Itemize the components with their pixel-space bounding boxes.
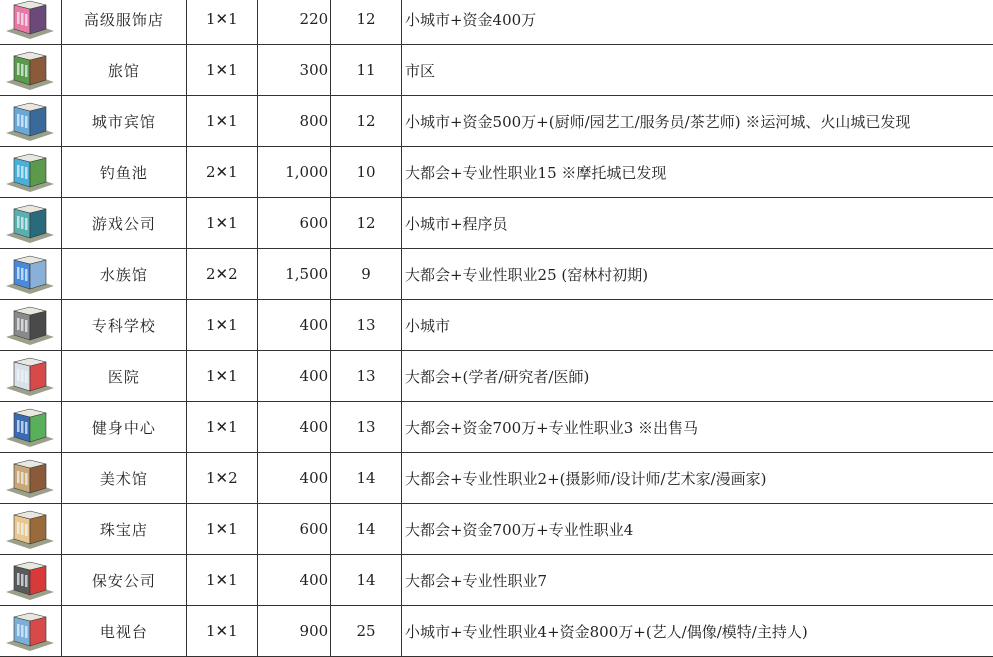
table-row [0, 0, 993, 45]
building-value: 13 [331, 300, 402, 351]
tv-station-icon [2, 609, 58, 653]
building-price: 400 [257, 453, 330, 504]
table-row [0, 198, 993, 249]
building-price: 400 [257, 351, 330, 402]
building-value: 25 [331, 606, 402, 657]
building-value: 14 [331, 555, 402, 606]
jewelry-store-icon [2, 507, 58, 551]
aquarium-icon [2, 252, 58, 296]
building-size: 1✕1 [186, 45, 257, 96]
vocational-school-icon [2, 303, 58, 347]
building-size: 1✕1 [186, 555, 257, 606]
building-name: 专科学校 [61, 300, 186, 351]
building-name: 旅馆 [61, 45, 186, 96]
hospital-icon [2, 354, 58, 398]
building-condition: 小城市+程序员 [401, 198, 993, 249]
building-condition: 大都会+资金700万+专业性职业4 [401, 504, 993, 555]
building-size: 1✕1 [186, 0, 257, 45]
building-size: 1✕1 [186, 402, 257, 453]
building-image-cell [0, 402, 61, 453]
building-price: 400 [257, 555, 330, 606]
building-size: 1✕1 [186, 351, 257, 402]
security-company-icon [2, 558, 58, 602]
table-row [0, 402, 993, 453]
building-size: 2✕2 [186, 249, 257, 300]
building-image-cell [0, 249, 61, 300]
building-condition: 大都会+(学者/研究者/医師) [401, 351, 993, 402]
building-price: 600 [257, 504, 330, 555]
building-price: 400 [257, 300, 330, 351]
fishing-pond-icon [2, 150, 58, 194]
building-value: 12 [331, 0, 402, 45]
building-price: 220 [257, 0, 330, 45]
building-price: 600 [257, 198, 330, 249]
building-value: 13 [331, 351, 402, 402]
table-row [0, 45, 993, 96]
fitness-center-icon [2, 405, 58, 449]
table-row [0, 147, 993, 198]
building-image-cell [0, 96, 61, 147]
building-condition: 小城市+专业性职业4+资金800万+(艺人/偶像/模特/主持人) [401, 606, 993, 657]
building-image-cell [0, 147, 61, 198]
building-name: 珠宝店 [61, 504, 186, 555]
building-condition: 市区 [401, 45, 993, 96]
building-size: 1✕1 [186, 96, 257, 147]
building-condition: 大都会+资金700万+专业性职业3 ※出售马 [401, 402, 993, 453]
building-image-cell [0, 606, 61, 657]
building-name: 电视台 [61, 606, 186, 657]
building-condition: 大都会+专业性职业7 [401, 555, 993, 606]
building-image-cell [0, 198, 61, 249]
building-name: 保安公司 [61, 555, 186, 606]
building-image-cell [0, 300, 61, 351]
building-size: 1✕1 [186, 606, 257, 657]
building-image-cell [0, 0, 61, 45]
building-price: 1,000 [257, 147, 330, 198]
game-company-icon [2, 201, 58, 245]
building-value: 9 [331, 249, 402, 300]
building-condition: 小城市 [401, 300, 993, 351]
building-price: 800 [257, 96, 330, 147]
building-name: 高级服饰店 [61, 0, 186, 45]
building-value: 14 [331, 504, 402, 555]
building-price: 1,500 [257, 249, 330, 300]
building-size: 1✕1 [186, 198, 257, 249]
table-row [0, 555, 993, 606]
table-row [0, 351, 993, 402]
building-name: 医院 [61, 351, 186, 402]
inn-icon [2, 48, 58, 92]
table-row [0, 606, 993, 657]
building-name: 健身中心 [61, 402, 186, 453]
table-row [0, 96, 993, 147]
building-value: 14 [331, 453, 402, 504]
building-size: 2✕1 [186, 147, 257, 198]
table-row [0, 300, 993, 351]
city-hotel-icon [2, 99, 58, 143]
building-value: 10 [331, 147, 402, 198]
building-condition: 大都会+专业性职业2+(摄影师/设计师/艺术家/漫画家) [401, 453, 993, 504]
table-row [0, 453, 993, 504]
building-value: 12 [331, 96, 402, 147]
art-museum-icon [2, 456, 58, 500]
building-size: 1✕1 [186, 300, 257, 351]
building-size: 1✕1 [186, 504, 257, 555]
building-price: 400 [257, 402, 330, 453]
building-condition: 大都会+专业性职业25 (窑林村初期) [401, 249, 993, 300]
building-image-cell [0, 45, 61, 96]
building-name: 游戏公司 [61, 198, 186, 249]
table-row [0, 504, 993, 555]
clothing-store-icon [2, 0, 58, 41]
building-name: 城市宾馆 [61, 96, 186, 147]
building-value: 13 [331, 402, 402, 453]
table-row [0, 249, 993, 300]
building-value: 11 [331, 45, 402, 96]
building-condition: 小城市+资金400万 [401, 0, 993, 45]
building-name: 美术馆 [61, 453, 186, 504]
building-value: 12 [331, 198, 402, 249]
building-image-cell [0, 351, 61, 402]
building-image-cell [0, 453, 61, 504]
building-price: 300 [257, 45, 330, 96]
building-size: 1✕2 [186, 453, 257, 504]
building-name: 钓鱼池 [61, 147, 186, 198]
building-image-cell [0, 504, 61, 555]
building-image-cell [0, 555, 61, 606]
building-price: 900 [257, 606, 330, 657]
building-condition: 小城市+资金500万+(厨师/园艺工/服务员/茶艺师) ※运河城、火山城已发现 [401, 96, 993, 147]
building-name: 水族馆 [61, 249, 186, 300]
building-condition: 大都会+专业性职业15 ※摩托城已发现 [401, 147, 993, 198]
